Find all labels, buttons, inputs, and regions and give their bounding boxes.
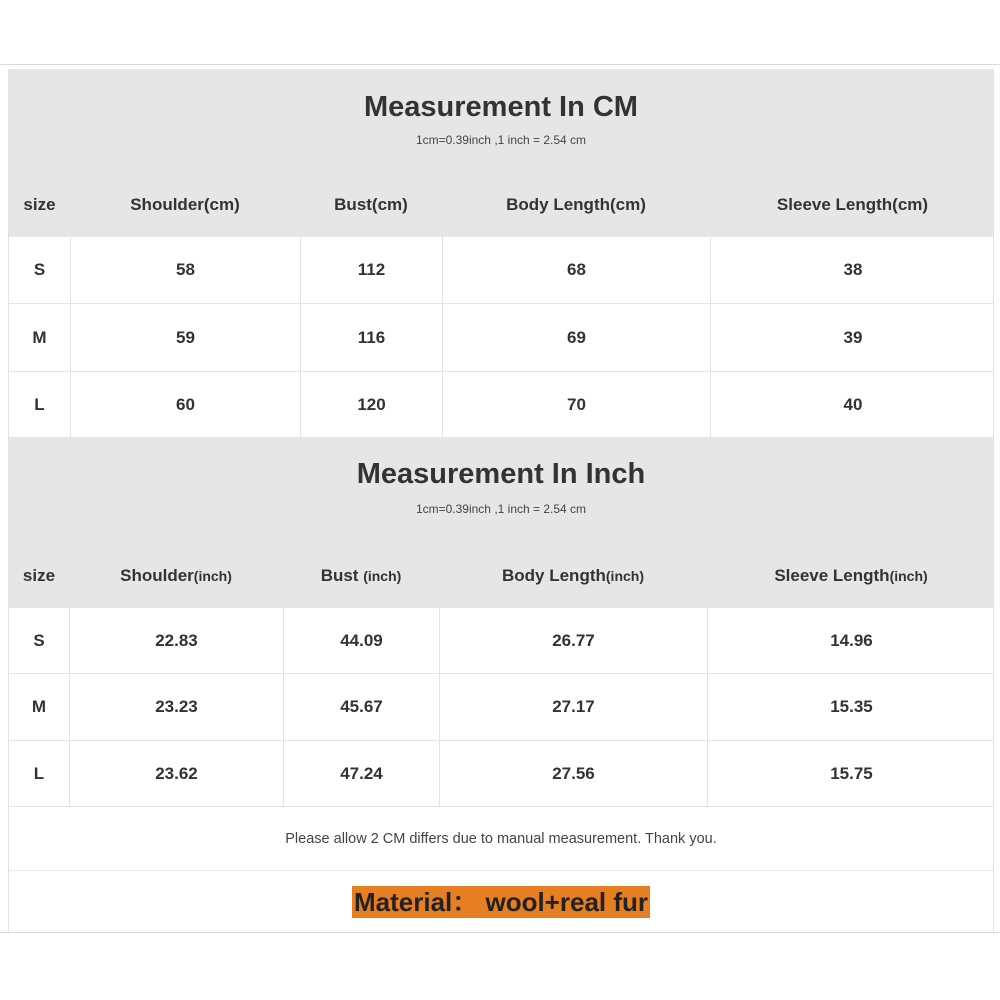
cm-title: Measurement In CM <box>364 91 638 123</box>
inch-cell-sleeve-length: 14.96 <box>707 608 995 673</box>
bottom-divider <box>0 932 1000 933</box>
cm-cell-sleeve-length: 39 <box>710 304 995 371</box>
cm-header-bust: Bust(cm) <box>334 195 408 214</box>
cm-cell-sleeve-length: 40 <box>710 372 995 437</box>
inch-header-sleeve-length: Sleeve Length (inch) <box>774 565 928 585</box>
cm-cell-body-length: 68 <box>442 237 710 303</box>
cm-header-sleeve-length: Sleeve Length(cm) <box>776 195 929 214</box>
cm-cell-bust: 120 <box>300 372 442 437</box>
cm-row-m <box>9 304 993 372</box>
cm-cell-body-length: 70 <box>442 372 710 437</box>
inch-cell-size: L <box>33 763 45 783</box>
cm-row-l <box>9 372 993 437</box>
cm-subtitle: 1cm=0.39inch ,1 inch = 2.54 cm <box>415 133 587 147</box>
inch-subtitle: 1cm=0.39inch ,1 inch = 2.54 cm <box>415 502 587 516</box>
cm-row-s <box>9 237 993 304</box>
inch-title: Measurement In Inch <box>356 458 646 490</box>
cm-cell-bust: 116 <box>300 304 442 371</box>
material-label: Material： wool+real fur <box>353 886 649 917</box>
cm-header-row <box>9 173 993 237</box>
cm-header-shoulder: Shoulder(cm) <box>130 195 240 214</box>
cm-cell-size: M <box>32 327 47 347</box>
material-row <box>9 871 993 932</box>
inch-cell-shoulder: 23.23 <box>69 674 283 740</box>
inch-row-m <box>9 674 993 741</box>
inch-cell-bust: 45.67 <box>283 674 439 740</box>
inch-cell-shoulder: 23.62 <box>69 741 283 806</box>
inch-cell-sleeve-length: 15.75 <box>707 741 995 806</box>
inch-cell-size: M <box>31 697 47 716</box>
size-chart <box>8 69 994 932</box>
measurement-note: Please allow 2 CM differs due to manual measurement. Thank you. <box>9 807 993 871</box>
cm-cell-shoulder: 59 <box>70 304 300 371</box>
cm-header-size: size <box>23 195 56 214</box>
top-divider <box>0 64 1000 65</box>
inch-cell-bust: 44.09 <box>283 608 439 673</box>
inch-header-band <box>9 437 993 608</box>
inch-header-shoulder: Shoulder (inch) <box>120 565 232 585</box>
inch-cell-body-length: 26.77 <box>439 608 707 673</box>
cm-cell-bust: 112 <box>300 237 442 303</box>
cm-cell-sleeve-length: 38 <box>710 237 995 303</box>
cm-cell-size: L <box>34 394 45 414</box>
inch-row-l <box>9 741 993 807</box>
inch-cell-bust: 47.24 <box>283 741 439 806</box>
inch-header-size: size <box>22 565 56 585</box>
inch-header-bust: Bust (inch) <box>320 565 402 585</box>
inch-header-row <box>9 543 993 608</box>
cm-cell-shoulder: 58 <box>70 237 300 303</box>
cm-header-band <box>9 69 993 237</box>
inch-cell-body-length: 27.56 <box>439 741 707 806</box>
inch-cell-shoulder: 22.83 <box>69 608 283 673</box>
inch-header-body-length: Body Length (inch) <box>502 565 644 585</box>
inch-cell-body-length: 27.17 <box>439 674 707 740</box>
cm-header-body-length: Body Length(cm) <box>506 195 646 214</box>
inch-cell-sleeve-length: 15.35 <box>707 674 995 740</box>
cm-cell-body-length: 69 <box>442 304 710 371</box>
inch-cell-size: S <box>33 630 45 650</box>
inch-row-s <box>9 608 993 674</box>
cm-cell-shoulder: 60 <box>70 372 300 437</box>
cm-cell-size: S <box>33 260 46 279</box>
